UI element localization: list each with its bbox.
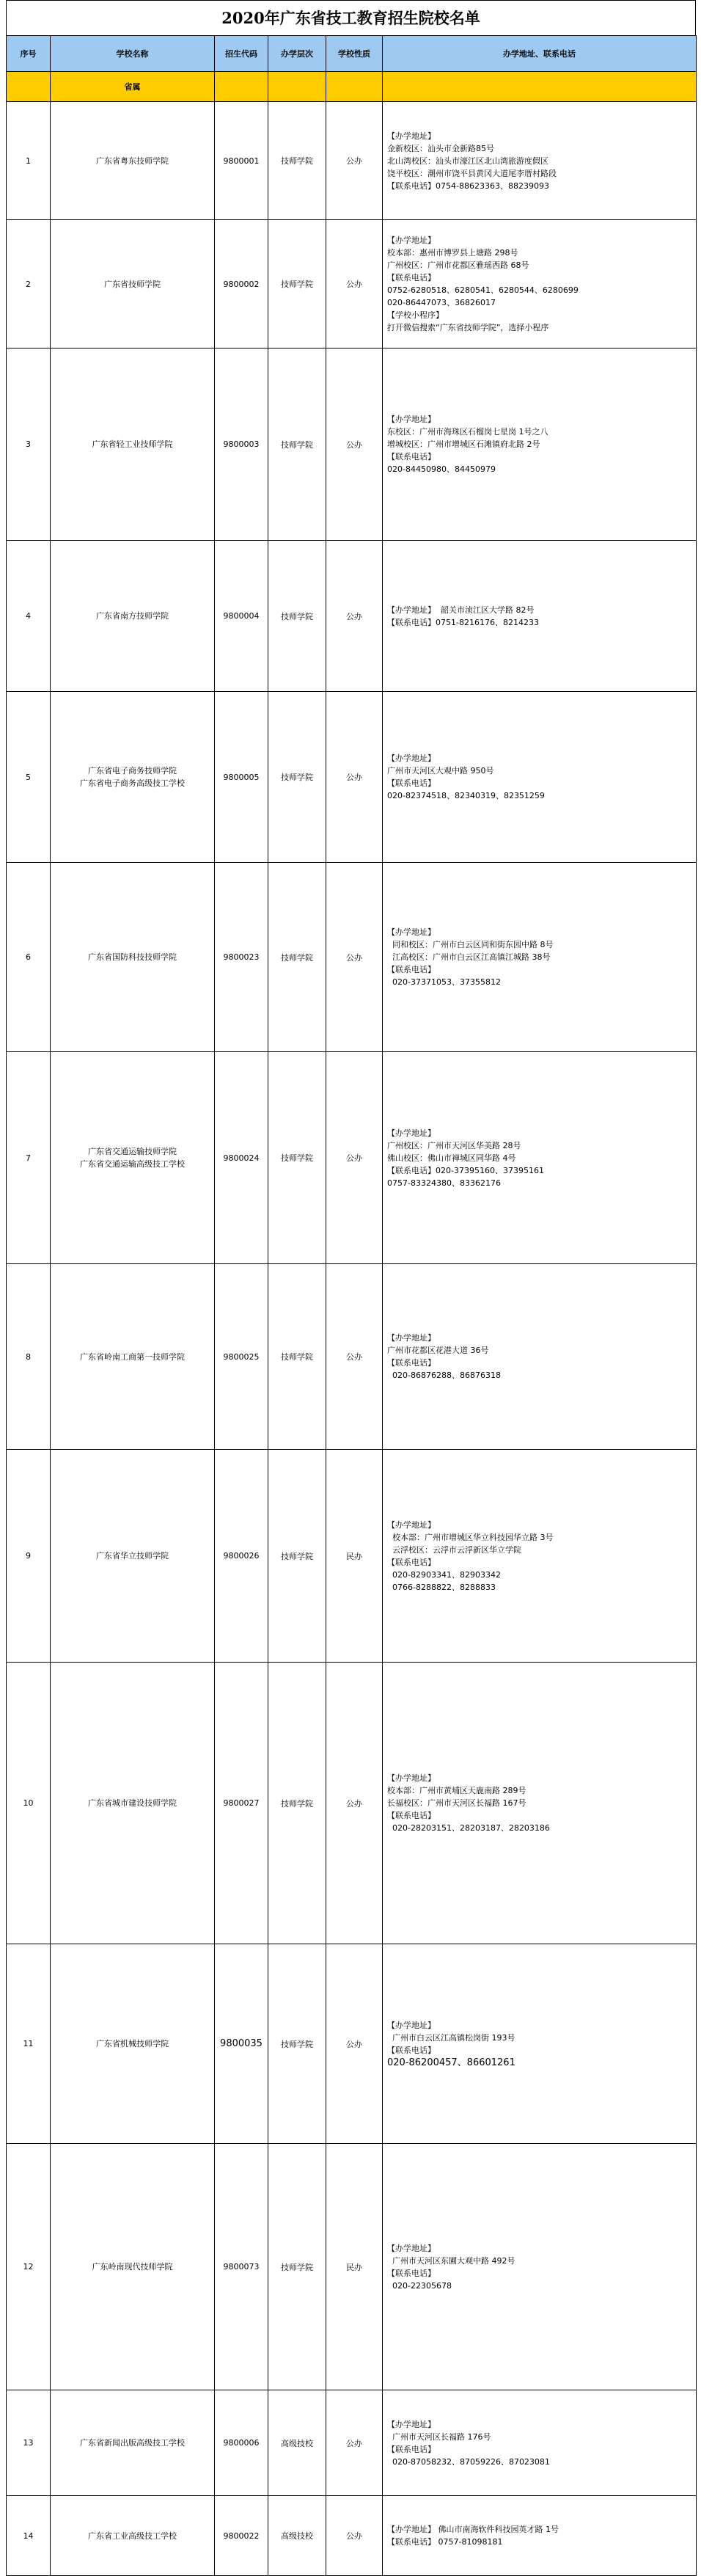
info-line: 【办学地址】: [387, 1128, 436, 1138]
info-line: 佛山校区：佛山市禅城区同华路 4号: [387, 1153, 516, 1163]
enrollment-code: 9800024: [215, 1052, 268, 1264]
school-nature: 公办: [326, 102, 383, 220]
info-line: 020-87058232、87059226、87023081: [387, 2456, 550, 2467]
info-line: 020-82374518、82340319、82351259: [387, 791, 545, 800]
info-line: 【联系电话】: [387, 2444, 436, 2454]
school-name-line: 广东省华立技师学院: [96, 1551, 169, 1561]
row-number: 12: [7, 2144, 51, 2390]
info-line: 东校区：广州市海珠区石榴岗七星岗 1号之八: [387, 427, 548, 437]
info-line: 020-22305678: [387, 2280, 452, 2291]
enrollment-code: 9800023: [215, 863, 268, 1052]
info-line: 【办学地址】 佛山市南海软件科技园英才路 1号: [387, 2525, 559, 2534]
address-contact: [383, 692, 697, 863]
info-line: 020-82903341、82903342: [387, 1569, 501, 1580]
school-name: [51, 2496, 215, 2576]
school-name-line: 广东省新闻出版高级技工学校: [80, 2438, 185, 2448]
school-name-line: 广东省轻工业技师学院: [92, 439, 173, 449]
header-info: 办学地址、联系电话: [383, 36, 697, 72]
school-nature: 公办: [326, 2390, 383, 2496]
info-line: 020-86200457、86601261: [387, 2057, 515, 2068]
school-name: [51, 102, 215, 220]
address-contact: [383, 1663, 697, 1944]
school-level: 技师学院: [268, 1264, 326, 1450]
enrollment-code: 9800004: [215, 541, 268, 692]
info-line: 广州市天河区长福路 176号: [387, 2431, 491, 2442]
info-line: 【联系电话】: [387, 1358, 436, 1368]
school-level: 技师学院: [268, 220, 326, 349]
info-line: 【办学地址】: [387, 131, 436, 141]
info-line: 【办学地址】: [387, 415, 436, 424]
info-line: 【联系电话】: [387, 452, 436, 461]
info-line: 【办学地址】: [387, 927, 436, 937]
school-level: 技师学院: [268, 349, 326, 541]
section-row: [7, 72, 697, 102]
page-title: 2020年广东省技工教育招生院校名单: [6, 0, 696, 35]
info-line: 增城校区：广州市增城区石滩镇府北路 2号: [387, 439, 540, 449]
row-number: 6: [7, 863, 51, 1052]
school-name-line: 广东省技师学院: [104, 279, 161, 289]
info-line: 020-37371053、37355812: [387, 977, 501, 987]
info-line: 020-86876288、86876318: [387, 1371, 501, 1380]
school-name: [51, 220, 215, 349]
table-row: [7, 1052, 697, 1264]
table-row: [7, 863, 697, 1052]
info-line: 【办学地址】: [387, 1773, 436, 1783]
school-nature: 公办: [326, 2496, 383, 2576]
address-contact: [383, 1052, 697, 1264]
table-row: [7, 102, 697, 220]
table-row: [7, 541, 697, 692]
school-name: [51, 2144, 215, 2390]
info-line: 云浮校区：云浮市云浮新区华立学院: [387, 1544, 521, 1555]
info-line: 【办学地址】: [387, 2020, 436, 2030]
row-number: 2: [7, 220, 51, 349]
info-line: 【办学地址】: [387, 2243, 436, 2253]
school-nature: 公办: [326, 1944, 383, 2144]
school-name-line: 广东省工业高级技工学校: [88, 2531, 177, 2541]
info-line: 打开微信搜索“广东省技师学院”，选择小程序: [387, 323, 549, 332]
row-number: 4: [7, 541, 51, 692]
row-number: 11: [7, 1944, 51, 2144]
school-name: [51, 1450, 215, 1663]
info-line: 020-84450980、84450979: [387, 464, 496, 474]
table-row: [7, 2496, 697, 2576]
school-level: 高级技校: [268, 2496, 326, 2576]
info-line: 【办学地址】 韶关市浈江区大学路 82号: [387, 605, 535, 615]
school-level: 技师学院: [268, 692, 326, 863]
school-name: [51, 1944, 215, 2144]
table-row: [7, 1264, 697, 1450]
info-line: 校本部：广州市黄埔区天鹿南路 289号: [387, 1786, 526, 1795]
enrollment-code: 9800001: [215, 102, 268, 220]
info-line: 0757-83324380、83362176: [387, 1178, 501, 1188]
school-nature: 民办: [326, 1450, 383, 1663]
school-name-line: 广东省岭南工商第一技师学院: [80, 1351, 185, 1362]
enrollment-code: 9800025: [215, 1264, 268, 1450]
info-line: 广州校区：广州市花都区雅瑶西路 68号: [387, 260, 529, 270]
address-contact: [383, 349, 697, 541]
school-nature: 公办: [326, 692, 383, 863]
school-name: [51, 541, 215, 692]
enrollment-code: 9800003: [215, 349, 268, 541]
row-number: 14: [7, 2496, 51, 2576]
info-line: 同和校区：广州市白云区同和街东园中路 8号: [387, 940, 554, 949]
info-line: 长福校区：广州市天河区长福路 167号: [387, 1798, 526, 1808]
info-line: 【办学地址】: [387, 2419, 436, 2429]
school-nature: 民办: [326, 2144, 383, 2390]
address-contact: [383, 2496, 697, 2576]
enrollment-code: 9800022: [215, 2496, 268, 2576]
enrollment-code: 9800002: [215, 220, 268, 349]
row-number: 9: [7, 1450, 51, 1663]
info-line: 【联系电话】: [387, 965, 436, 974]
info-line: 金新校区：汕头市金新路85号: [387, 143, 494, 153]
row-number: 8: [7, 1264, 51, 1450]
address-contact: [383, 2390, 697, 2496]
info-line: 江高校区：广州市白云区江高镇江城路 38号: [387, 952, 551, 962]
info-line: 【办学地址】: [387, 1333, 436, 1343]
table-row: [7, 220, 697, 349]
info-line: 【联系电话】: [387, 273, 436, 282]
row-number: 5: [7, 692, 51, 863]
table-row: [7, 2144, 697, 2390]
school-level: 技师学院: [268, 541, 326, 692]
enrollment-code: 9800026: [215, 1450, 268, 1663]
school-level: 技师学院: [268, 1663, 326, 1944]
school-name-line: 广东省电子商务技师学院: [88, 766, 177, 776]
table-row: [7, 349, 697, 541]
table-row: [7, 692, 697, 863]
school-level: 技师学院: [268, 1052, 326, 1264]
info-line: 广州校区：广州市天河区华美路 28号: [387, 1140, 521, 1150]
school-name-line: 广东省城市建设技师学院: [88, 1798, 177, 1808]
info-line: 【联系电话】 0757-81098181: [387, 2537, 503, 2547]
info-line: 【联系电话】: [387, 1557, 436, 1567]
school-level: 技师学院: [268, 102, 326, 220]
address-contact: [383, 863, 697, 1052]
school-name-line: 广东省南方技师学院: [96, 611, 169, 621]
info-line: 广州市天河区大观中路 950号: [387, 766, 494, 776]
school-table: [6, 35, 697, 2576]
info-line: 【联系电话】: [387, 2268, 436, 2278]
school-name-line: 广东省电子商务高级技工学校: [80, 778, 185, 788]
section-label: 省属: [51, 72, 215, 102]
school-name: [51, 692, 215, 863]
school-name: [51, 1264, 215, 1450]
header-name: 学校名称: [51, 36, 215, 72]
info-line: 校本部：广州市增城区华立科技园华立路 3号: [387, 1532, 554, 1542]
info-line: 饶平校区：潮州市饶平县黄冈大道尾李厝村路段: [387, 168, 557, 178]
address-contact: [383, 1944, 697, 2144]
row-number: 13: [7, 2390, 51, 2496]
row-number: 1: [7, 102, 51, 220]
header-nature: 学校性质: [326, 36, 383, 72]
school-name: [51, 1052, 215, 1264]
school-name-line: 广东省粤东技师学院: [96, 156, 169, 166]
info-line: 广州市天河区东圃大观中路 492号: [387, 2255, 515, 2266]
info-line: 【办学地址】: [387, 754, 436, 763]
school-name: [51, 863, 215, 1052]
address-contact: [383, 220, 697, 349]
info-line: 【办学地址】: [387, 236, 436, 245]
header-row: [7, 36, 697, 72]
address-contact: [383, 1450, 697, 1663]
table-row: [7, 2390, 697, 2496]
school-name-line: 广东省机械技师学院: [96, 2039, 169, 2048]
info-line: 【联系电话】0751-8216176、8214233: [387, 617, 539, 627]
school-level: 技师学院: [268, 863, 326, 1052]
info-line: 【联系电话】: [387, 1811, 436, 1820]
info-line: 020-86447073、36826017: [387, 298, 496, 307]
address-contact: [383, 102, 697, 220]
info-line: 0752-6280518、6280541、6280544、6280699: [387, 285, 579, 295]
info-line: 广州市花都区花港大道 36号: [387, 1346, 489, 1355]
spreadsheet: [6, 0, 696, 2576]
info-line: 广州市白云区江高镇松岗街 193号: [387, 2032, 515, 2043]
header-code: 招生代码: [215, 36, 268, 72]
row-number: 3: [7, 349, 51, 541]
enrollment-code: 9800006: [215, 2390, 268, 2496]
header-no: 序号: [7, 36, 51, 72]
address-contact: [383, 1264, 697, 1450]
info-line: 北山湾校区：汕头市濠江区北山湾旅游度假区: [387, 156, 548, 166]
header-level: 办学层次: [268, 36, 326, 72]
school-nature: 公办: [326, 349, 383, 541]
school-nature: 公办: [326, 1663, 383, 1944]
info-line: 校本部：惠州市博罗县上塘路 298号: [387, 248, 518, 258]
school-level: 高级技校: [268, 2390, 326, 2496]
school-nature: 公办: [326, 541, 383, 692]
table-row: [7, 1944, 697, 2144]
school-name-line: 广东省交通运输技师学院: [88, 1147, 177, 1156]
enrollment-code: 9800073: [215, 2144, 268, 2390]
school-nature: 公办: [326, 863, 383, 1052]
school-name-line: 广东省国防科技技师学院: [88, 952, 177, 962]
school-level: 技师学院: [268, 1944, 326, 2144]
school-nature: 公办: [326, 220, 383, 349]
info-line: 【办学地址】: [387, 1519, 436, 1530]
info-line: 【联系电话】0754-88623363、88239093: [387, 180, 549, 191]
table-row: [7, 1663, 697, 1944]
info-line: 【联系电话】: [387, 2045, 436, 2055]
info-line: 【学校小程序】: [387, 310, 444, 320]
enrollment-code: 9800005: [215, 692, 268, 863]
school-nature: 公办: [326, 1264, 383, 1450]
school-name-line: 广东省交通运输高级技工学校: [80, 1159, 185, 1169]
school-level: 技师学院: [268, 2144, 326, 2390]
address-contact: [383, 2144, 697, 2390]
row-number: 10: [7, 1663, 51, 1944]
enrollment-code: 9800035: [215, 1944, 268, 2144]
school-level: 技师学院: [268, 1450, 326, 1663]
info-line: 0766-8288822、8288833: [387, 1582, 496, 1592]
school-nature: 公办: [326, 1052, 383, 1264]
info-line: 020-28203151、28203187、28203186: [387, 1823, 550, 1833]
info-line: 【联系电话】020-37395160、37395161: [387, 1165, 544, 1175]
school-name: [51, 349, 215, 541]
table-row: [7, 1450, 697, 1663]
address-contact: [383, 541, 697, 692]
school-name: [51, 2390, 215, 2496]
row-number: 7: [7, 1052, 51, 1264]
enrollment-code: 9800027: [215, 1663, 268, 1944]
school-name-line: 广东岭南现代技师学院: [92, 2262, 173, 2272]
school-name: [51, 1663, 215, 1944]
info-line: 【联系电话】: [387, 778, 436, 788]
